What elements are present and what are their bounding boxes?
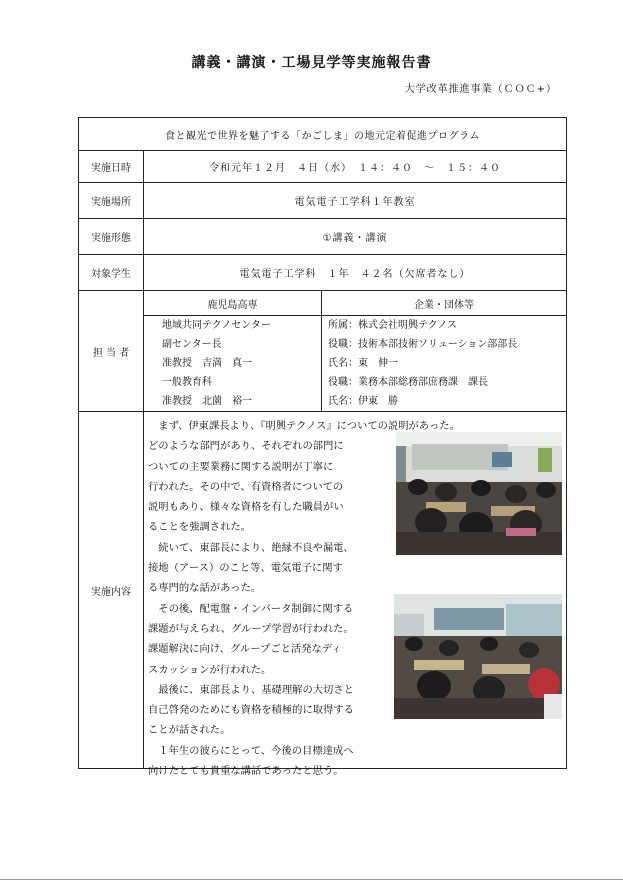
content-line: 課題が与えられ、グループ学習が行われた。 [148, 622, 354, 635]
place-value: 電気電子工学科１年教室 [144, 183, 567, 219]
place-label: 実施場所 [79, 183, 144, 219]
content-label: 実施内容 [79, 412, 144, 769]
company-staff-list [322, 316, 567, 412]
project-subtitle: 大学改革推進事業（ＣＯＣ+） [404, 84, 557, 95]
content-line: ることを強調された。 [148, 521, 251, 534]
content-line: 接地（アース）のこと等、電気電子に関す [148, 562, 343, 575]
report-title: 講義・講演・工場見学等実施報告書 [191, 55, 432, 71]
content-line: 向けたとても貴重な講話であったと思う。 [148, 765, 344, 778]
content-line: その後、配電盤・インバータ制御に関する [148, 602, 354, 615]
report-table [78, 117, 567, 778]
content-line: まず、伊東課長より、『明興テクノス』についての説明があった。 [148, 420, 460, 432]
content-line: 続いて、東部長により、絶縁不良や漏電、 [148, 541, 354, 554]
school-staff-line: 副センター長 [162, 339, 222, 350]
staff-label: 担 当 者 [79, 291, 144, 412]
date-label: 実施日時 [79, 151, 144, 183]
content-line: 説明もあり、様々な資格を有した職員がい [148, 501, 344, 514]
company-staff-line: 氏名：伊東 勝 [328, 396, 398, 407]
company-staff-line: 所属：株式会社明興テクノス [328, 320, 457, 331]
content-line: る専門的な話があった。 [148, 582, 262, 595]
format-label: 実施形態 [79, 219, 144, 255]
content-line: 課題解決に向け、グループごと活発なディ [148, 643, 342, 656]
content-line: ことが話された。 [148, 724, 231, 737]
content-line: スカッションが行われた。 [148, 663, 272, 676]
students-label: 対象学生 [79, 255, 144, 291]
company-staff-line: 役職：技術本部技術ソリューション部部長 [328, 339, 518, 350]
students-value: 電気電子工学科 １年 ４２名（欠席者なし） [144, 255, 567, 291]
date-value: 令和元年１２月 ４日（水） １４：４０ ～ １５：４０ [144, 151, 567, 183]
content-line: 最後に、東部長より、基礎理解の大切さと [148, 683, 354, 696]
content-line: ついての主要業務に関する説明が丁寧に [148, 460, 334, 473]
content-line: １年生の彼らにとって、今後の目標達成へ [148, 744, 354, 757]
lecture-photo-2 [394, 594, 562, 719]
content-line: どのような部門があり、それぞれの部門に [148, 440, 344, 453]
school-header: 鹿児島高専 [144, 291, 322, 316]
content-line: 行われた。その中で、有資格者についての [148, 480, 344, 493]
format-value: ①講義・講演 [144, 219, 567, 255]
content-line: 自己啓発のためにも資格を積極的に取得する [148, 704, 354, 717]
page-bottom-rule [0, 879, 623, 880]
school-staff-line: 一般教育科 [162, 377, 212, 388]
school-staff-line: 准教授 北薗 裕一 [162, 396, 252, 407]
content-cell [144, 412, 567, 778]
company-staff-line: 氏名：東 伸一 [328, 358, 398, 369]
lecture-photo-1 [396, 432, 562, 555]
company-staff-line: 役職：業務本部総務部庶務課 課長 [328, 377, 488, 388]
school-staff-line: 准教授 吉満 真一 [162, 358, 252, 369]
school-staff-line: 地域共同テクノセンター [162, 320, 271, 331]
program-name: 食と観光で世界を魅了する「かごしま」の地元定着促進プログラム [79, 118, 567, 151]
company-header: 企業・団体等 [322, 291, 567, 316]
school-staff-list [144, 316, 322, 412]
